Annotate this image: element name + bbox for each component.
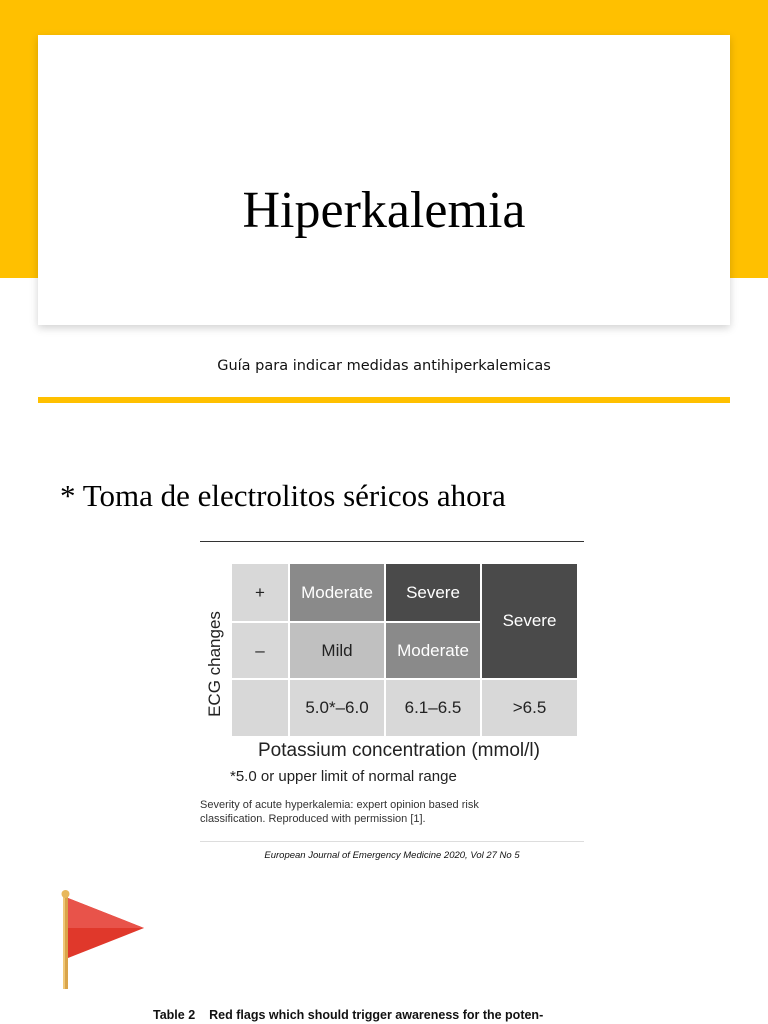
figure-top-rule — [200, 541, 584, 542]
row-label-plus: + — [231, 563, 289, 622]
ecg-axis-label: ECG changes — [205, 611, 224, 717]
slide-title: Hiperkalemia — [242, 182, 526, 239]
accent-divider — [38, 397, 730, 403]
table2-caption — [153, 1008, 543, 1022]
cell-plus-moderate: Moderate — [289, 563, 385, 622]
figure-caption: Severity of acute hyperkalemia: expert opinion based risk classification. Reproduced with permission [1]. — [200, 799, 479, 826]
bullet-text: * Toma de electrolitos séricos ahora — [60, 478, 506, 513]
cell-minus-moderate: Moderate — [385, 622, 481, 679]
cell-severe-merged: Severe — [481, 563, 578, 679]
table2-label: Table 2 — [153, 1008, 196, 1022]
figure-footnote: *5.0 or upper limit of normal range — [230, 768, 457, 785]
slide-subtitle: Guía para indicar medidas antihiperkalemicas — [217, 358, 551, 374]
col-label-2: 6.1–6.5 — [385, 679, 481, 737]
col-label-3: >6.5 — [481, 679, 578, 737]
title-card — [38, 35, 730, 325]
journal-source: European Journal of Emergency Medicine 2020, Vol 27 No 5 — [264, 850, 520, 861]
cell-plus-severe: Severe — [385, 563, 481, 622]
row-label-empty — [231, 679, 289, 737]
red-flag-icon — [58, 890, 150, 990]
row-label-minus: – — [231, 622, 289, 679]
cell-minus-mild: Mild — [289, 622, 385, 679]
figure-bottom-rule — [200, 841, 584, 842]
table2-text: Red flags which should trigger awareness for the poten- — [209, 1008, 544, 1022]
col-label-1: 5.0*–6.0 — [289, 679, 385, 737]
x-axis-label: Potassium concentration (mmol/l) — [258, 740, 540, 761]
